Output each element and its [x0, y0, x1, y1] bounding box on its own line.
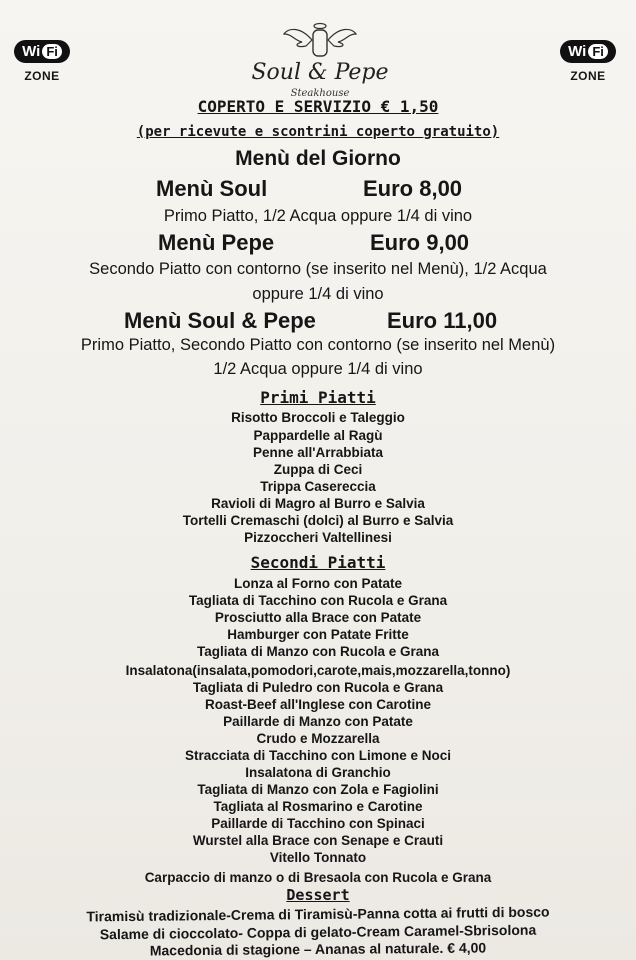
list-item: Trippa Casereccia [260, 479, 376, 494]
list-item: Wurstel alla Brace con Senape e Crauti [192, 833, 444, 848]
list-item: Tagliata di Manzo con Rucola e Grana [196, 644, 440, 659]
list-item: Insalatona di Granchio [245, 765, 391, 780]
wifi-fi-text: Fi [588, 44, 608, 59]
dessert-heading: Dessert [286, 886, 350, 904]
list-item: Roast-Beef all'Inglese con Carotine [204, 697, 431, 712]
restaurant-logo [240, 18, 400, 98]
menu-pepe-desc-line2: oppure 1/4 di vino [252, 285, 384, 303]
wifi-fi-text: Fi [42, 44, 62, 59]
list-item: Tagliata di Tacchino con Rucola e Grana [188, 593, 448, 608]
menu-soul-desc: Primo Piatto, 1/2 Acqua oppure 1/4 di vino [163, 207, 473, 225]
wifi-zone-badge-left [6, 40, 78, 83]
menu-del-giorno-title: Menù del Giorno [235, 147, 401, 170]
list-item: Insalatona(insalata,pomodori,carote,mais,mozzarella,tonno) [125, 663, 511, 678]
menu-pepe-desc-line1: Secondo Piatto con contorno (se inserito nel Menù), 1/2 Acqua [89, 260, 547, 278]
list-item: Penne all'Arrabbiata [252, 445, 383, 460]
list-item: Paillarde di Tacchino con Spinaci [211, 816, 425, 831]
list-item: Lonza al Forno con Patate [233, 576, 403, 591]
menu-soul-pepe-desc-line2: 1/2 Acqua oppure 1/4 di vino [213, 360, 423, 378]
menu-soul-pepe-desc-line1: Primo Piatto, Secondo Piatto con contorno (se inserito nel Menù) [80, 336, 556, 354]
coperto-line: COPERTO E SERVIZIO € 1,50 [197, 97, 439, 116]
wifi-icon [14, 40, 70, 63]
list-item: Paillarde di Manzo con Patate [223, 714, 413, 729]
list-item: Carpaccio di manzo o di Bresaola con Rucola e Grana [144, 870, 492, 885]
list-item: Crudo e Mozzarella [256, 731, 380, 746]
dessert-line: Salame di cioccolato- Coppa di gelato-Cream Caramel-Sbrisolona [99, 921, 537, 943]
list-item: Zuppa di Ceci [273, 462, 363, 477]
menu-soul-pepe-price: Euro 11,00 [387, 308, 498, 333]
wifi-zone-label: ZONE [570, 69, 606, 83]
wifi-zone-badge-right [552, 40, 624, 83]
list-item: Tortelli Cremaschi (dolci) al Burro e Salvia [182, 513, 454, 528]
list-item: Pappardelle al Ragù [253, 428, 383, 443]
list-item: Pizzoccheri Valtellinesi [244, 530, 392, 545]
list-item: Tagliata di Puledro con Rucola e Grana [192, 680, 444, 695]
wifi-wi-text: Wi [22, 43, 41, 60]
winged-pepper-icon [282, 18, 358, 62]
dessert-line: Macedonia di stagione – Ananas al naturale. € 4,00 [149, 939, 487, 959]
logo-name: Soul & Pepe [251, 60, 389, 85]
list-item: Vitello Tonnato [269, 850, 367, 865]
primi-piatti-heading: Primi Piatti [260, 388, 376, 407]
list-item: Stracciata di Tacchino con Limone e Noci [184, 748, 452, 763]
list-item: Hamburger con Patate Fritte [227, 627, 409, 642]
secondi-piatti-heading: Secondi Piatti [250, 553, 386, 572]
list-item: Risotto Broccoli e Taleggio [231, 410, 405, 425]
list-item: Prosciutto alla Brace con Patate [214, 610, 422, 625]
menu-pepe-name: Menù Pepe [158, 230, 275, 255]
menu-soul-name: Menù Soul [156, 176, 268, 201]
list-item: Tagliata al Rosmarino e Carotine [213, 799, 423, 814]
menu-soul-pepe-name: Menù Soul & Pepe [124, 308, 316, 333]
wifi-wi-text: Wi [568, 43, 587, 60]
dessert-line: Tiramisù tradizionale-Crema di Tiramisù-Panna cotta ai frutti di bosco [86, 903, 550, 925]
wifi-zone-label: ZONE [24, 69, 60, 83]
logo-subtitle: Steakhouse [290, 88, 350, 99]
wifi-icon [560, 40, 616, 63]
coperto-note: (per ricevute e scontrini coperto gratuito) [136, 124, 500, 140]
list-item: Tagliata di Manzo con Zola e Fagiolini [197, 782, 439, 797]
menu-soul-price: Euro 8,00 [363, 176, 463, 201]
menu-pepe-price: Euro 9,00 [370, 230, 470, 255]
list-item: Ravioli di Magro al Burro e Salvia [211, 496, 425, 511]
